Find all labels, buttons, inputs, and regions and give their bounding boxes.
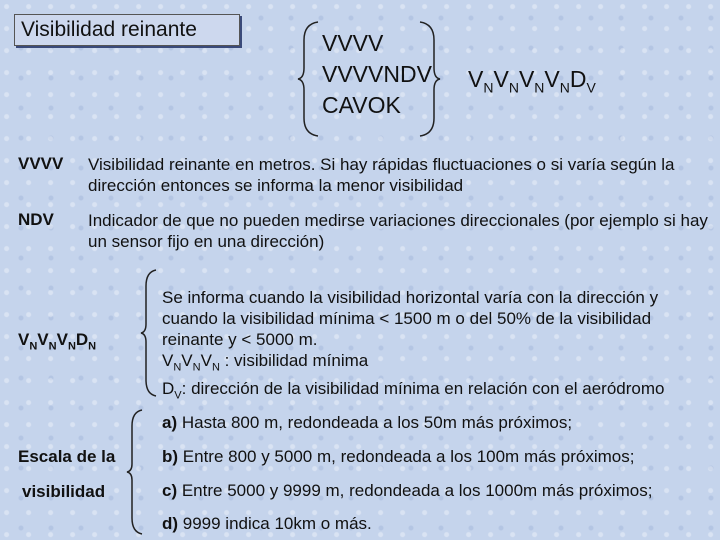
scale-item-c: c) Entre 5000 y 9999 m, redondeada a los 1000m más próximos; [162,481,653,500]
scale-label-2: visibilidad [22,482,106,501]
vn-definition [162,287,710,407]
definition-ndv: Indicador de que no pueden medirse variaciones direccionales (por ejemplo si hay un sensor fijo en una dirección) [88,211,708,251]
dv-direction: $D_V$: dirección de la visibilidad mínima en relación con el aeródromo [162,379,665,402]
page-title: Visibilidad reinante [14,14,240,46]
left-brace-icon [296,20,322,138]
scale-label: Escala de la [18,447,116,466]
term-vvvv: VVVV [18,154,64,173]
vn-description: Se informa cuando la visibilidad horizontal varía con la dirección y cuando la visibilidad mínima < 1500 m o del 50% de la visibilidad reinante y < 5000 m. [162,288,659,349]
scale-item-a: a) Hasta 800 m, redondeada a los 50m más próximos; [162,413,573,432]
scale-item-d: d) 9999 indica 10km o más. [162,514,372,533]
term-ndv: NDV [18,210,54,229]
format-directional: $V_NV_NV_NV_ND_V$ [468,66,596,96]
scale-brace-icon [126,408,146,536]
term-vn-dn: $V_NV_NV_ND_N$ [18,330,97,353]
format-line: VVVV [322,30,384,56]
format-line: VVVVNDV [322,61,432,87]
vn-brace-icon [140,268,160,398]
format-line: CAVOK [322,92,401,118]
format-options [322,28,432,121]
definition-vvvv: Visibilidad reinante en metros. Si hay rápidas fluctuaciones o si varía según la dirección entonces se informa la menor visibilidad [88,155,675,195]
vn-min-visibility: $V_NV_NV_N$ : visibilidad mínima [162,351,369,374]
scale-item-b: b) Entre 800 y 5000 m, redondeada a los 100m más próximos; [162,447,635,466]
